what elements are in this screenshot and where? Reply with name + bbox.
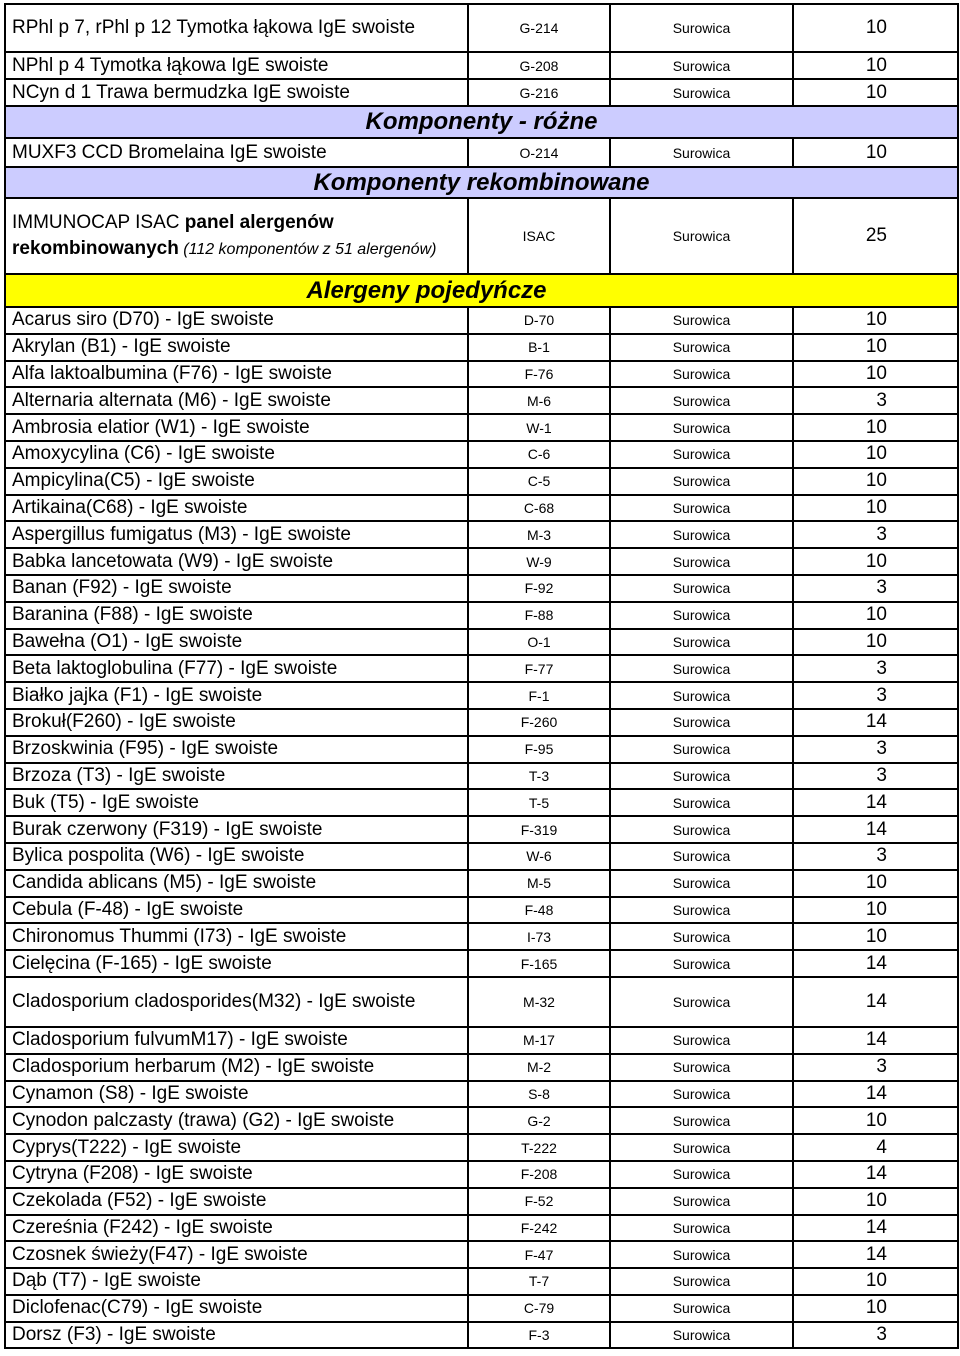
- test-name: Cyprys(T222) - IgE swoiste: [5, 1134, 468, 1161]
- table-row: [5, 843, 958, 870]
- turnaround-days: 3: [793, 575, 958, 602]
- test-name: MUXF3 CCD Bromelaina IgE swoiste: [5, 138, 468, 167]
- material: Surowica: [610, 897, 793, 924]
- test-code: F-48: [468, 897, 610, 924]
- test-code: F-95: [468, 736, 610, 763]
- test-name: Czosnek świeży(F47) - IgE swoiste: [5, 1241, 468, 1268]
- material: Surowica: [610, 655, 793, 682]
- test-code: F-242: [468, 1215, 610, 1242]
- table-row: [5, 441, 958, 468]
- test-name: Ampicylina(C5) - IgE swoiste: [5, 468, 468, 495]
- test-code: M-17: [468, 1027, 610, 1054]
- test-name: Dąb (T7) - IgE swoiste: [5, 1268, 468, 1295]
- section-title: Alergeny pojedyńcze: [5, 274, 958, 307]
- material: Surowica: [610, 575, 793, 602]
- turnaround-days: 10: [793, 52, 958, 79]
- test-name: Buk (T5) - IgE swoiste: [5, 789, 468, 816]
- test-code: F-319: [468, 816, 610, 843]
- material: Surowica: [610, 950, 793, 977]
- test-name: Czereśnia (F242) - IgE swoiste: [5, 1215, 468, 1242]
- table-row: [5, 1161, 958, 1188]
- turnaround-days: 10: [793, 495, 958, 522]
- section-title: Komponenty - różne: [5, 106, 958, 138]
- table-row: [5, 495, 958, 522]
- material: Surowica: [610, 1081, 793, 1108]
- turnaround-days: 14: [793, 709, 958, 736]
- test-name: Babka lancetowata (W9) - IgE swoiste: [5, 548, 468, 575]
- turnaround-days: 14: [793, 1081, 958, 1108]
- table-row: [5, 870, 958, 897]
- table-row: [5, 79, 958, 106]
- material: Surowica: [610, 468, 793, 495]
- test-code: G-216: [468, 79, 610, 106]
- test-name: Cynodon palczasty (trawa) (G2) - IgE swoiste: [5, 1107, 468, 1134]
- test-code: B-1: [468, 334, 610, 361]
- table-row: [5, 1134, 958, 1161]
- test-code: F-1: [468, 682, 610, 709]
- table-row: [5, 521, 958, 548]
- isac-name-italic: (112 komponentów z 51 alergenów): [178, 240, 437, 258]
- test-code: C-6: [468, 441, 610, 468]
- turnaround-days: 25: [793, 198, 958, 274]
- turnaround-days: 10: [793, 870, 958, 897]
- material: Surowica: [610, 923, 793, 950]
- test-name: Cytryna (F208) - IgE swoiste: [5, 1161, 468, 1188]
- turnaround-days: 10: [793, 79, 958, 106]
- test-code: I-73: [468, 923, 610, 950]
- material: Surowica: [610, 4, 793, 52]
- material: Surowica: [610, 387, 793, 414]
- test-code: D-70: [468, 307, 610, 334]
- test-name: Beta laktoglobulina (F77) - IgE swoiste: [5, 655, 468, 682]
- section-header-rozne: [5, 106, 958, 138]
- test-name: Acarus siro (D70) - IgE swoiste: [5, 307, 468, 334]
- test-name: Brzoza (T3) - IgE swoiste: [5, 763, 468, 790]
- table-row: [5, 1107, 958, 1134]
- material: Surowica: [610, 870, 793, 897]
- test-name: Bylica pospolita (W6) - IgE swoiste: [5, 843, 468, 870]
- turnaround-days: 14: [793, 1241, 958, 1268]
- test-code: O-214: [468, 138, 610, 167]
- test-name: Cladosporium cladosporides(M32) - IgE swoiste: [5, 977, 468, 1027]
- test-name: Chironomus Thummi (I73) - IgE swoiste: [5, 923, 468, 950]
- table-row: [5, 468, 958, 495]
- test-name: Cladosporium herbarum (M2) - IgE swoiste: [5, 1054, 468, 1081]
- table-row: [5, 1295, 958, 1322]
- test-code: M-32: [468, 977, 610, 1027]
- test-name: Artikaina(C68) - IgE swoiste: [5, 495, 468, 522]
- test-name: Cynamon (S8) - IgE swoiste: [5, 1081, 468, 1108]
- material: Surowica: [610, 361, 793, 388]
- test-code: F-52: [468, 1188, 610, 1215]
- test-code: C-79: [468, 1295, 610, 1322]
- test-code: G-214: [468, 4, 610, 52]
- turnaround-days: 10: [793, 1268, 958, 1295]
- table-row: [5, 1322, 958, 1349]
- section-header-pojedyncze: [5, 274, 958, 307]
- turnaround-days: 3: [793, 655, 958, 682]
- material: Surowica: [610, 736, 793, 763]
- material: Surowica: [610, 763, 793, 790]
- test-name: Banan (F92) - IgE swoiste: [5, 575, 468, 602]
- test-code: T-3: [468, 763, 610, 790]
- turnaround-days: 10: [793, 361, 958, 388]
- test-code: G-2: [468, 1107, 610, 1134]
- material: Surowica: [610, 1161, 793, 1188]
- turnaround-days: 10: [793, 897, 958, 924]
- turnaround-days: 14: [793, 1215, 958, 1242]
- turnaround-days: 10: [793, 548, 958, 575]
- material: Surowica: [610, 816, 793, 843]
- test-code: S-8: [468, 1081, 610, 1108]
- material: Surowica: [610, 1295, 793, 1322]
- test-name: Candida ablicans (M5) - IgE swoiste: [5, 870, 468, 897]
- table-row: [5, 709, 958, 736]
- test-name: Ambrosia elatior (W1) - IgE swoiste: [5, 414, 468, 441]
- table-row: [5, 1241, 958, 1268]
- test-name: Cladosporium fulvumM17) - IgE swoiste: [5, 1027, 468, 1054]
- table-row: [5, 1081, 958, 1108]
- material: Surowica: [610, 307, 793, 334]
- test-code: W-9: [468, 548, 610, 575]
- turnaround-days: 10: [793, 4, 958, 52]
- section-header-rekombinowane: [5, 167, 958, 198]
- material: Surowica: [610, 1241, 793, 1268]
- isac-name-part1: IMMUNOCAP ISAC: [12, 211, 185, 233]
- table-row: [5, 575, 958, 602]
- table-row: [5, 923, 958, 950]
- table-row: [5, 897, 958, 924]
- material: Surowica: [610, 709, 793, 736]
- table-row: [5, 138, 958, 167]
- test-code: F-165: [468, 950, 610, 977]
- material: Surowica: [610, 1107, 793, 1134]
- turnaround-days: 3: [793, 1054, 958, 1081]
- table-row: [5, 602, 958, 629]
- test-name: Amoxycylina (C6) - IgE swoiste: [5, 441, 468, 468]
- test-name: Aspergillus fumigatus (M3) - IgE swoiste: [5, 521, 468, 548]
- material: Surowica: [610, 1322, 793, 1349]
- table-row: [5, 977, 958, 1027]
- turnaround-days: 10: [793, 334, 958, 361]
- test-name: Bawełna (O1) - IgE swoiste: [5, 629, 468, 656]
- turnaround-days: 10: [793, 602, 958, 629]
- turnaround-days: 14: [793, 1027, 958, 1054]
- material: Surowica: [610, 521, 793, 548]
- table-row: [5, 950, 958, 977]
- material: Surowica: [610, 441, 793, 468]
- table-row: [5, 334, 958, 361]
- section-title: Komponenty rekombinowane: [5, 167, 958, 198]
- table-row: [5, 387, 958, 414]
- material: Surowica: [610, 977, 793, 1027]
- test-code: F-208: [468, 1161, 610, 1188]
- turnaround-days: 3: [793, 1322, 958, 1349]
- turnaround-days: 10: [793, 441, 958, 468]
- test-name: RPhl p 7, rPhl p 12 Tymotka łąkowa IgE swoiste: [5, 4, 468, 52]
- turnaround-days: 3: [793, 387, 958, 414]
- material: Surowica: [610, 1215, 793, 1242]
- allergen-table: [4, 3, 959, 1349]
- table-row: [5, 763, 958, 790]
- table-row: [5, 1268, 958, 1295]
- turnaround-days: 10: [793, 1107, 958, 1134]
- test-code: T-222: [468, 1134, 610, 1161]
- turnaround-days: 3: [793, 763, 958, 790]
- test-name: Czekolada (F52) - IgE swoiste: [5, 1188, 468, 1215]
- table-row: [5, 4, 958, 52]
- material: Surowica: [610, 79, 793, 106]
- test-code: M-2: [468, 1054, 610, 1081]
- test-code: M-3: [468, 521, 610, 548]
- test-code: O-1: [468, 629, 610, 656]
- test-name: Brokuł(F260) - IgE swoiste: [5, 709, 468, 736]
- test-code: M-6: [468, 387, 610, 414]
- material: Surowica: [610, 1054, 793, 1081]
- test-name: [5, 198, 468, 274]
- material: Surowica: [610, 629, 793, 656]
- turnaround-days: 3: [793, 521, 958, 548]
- table-row-isac: [5, 198, 958, 274]
- table-row: [5, 816, 958, 843]
- test-code: F-88: [468, 602, 610, 629]
- isac-name-bold: panel alergenów rekombinowanych: [12, 211, 334, 259]
- turnaround-days: 14: [793, 1161, 958, 1188]
- turnaround-days: 3: [793, 843, 958, 870]
- test-code: C-5: [468, 468, 610, 495]
- turnaround-days: 10: [793, 414, 958, 441]
- turnaround-days: 14: [793, 950, 958, 977]
- table-row: [5, 629, 958, 656]
- material: Surowica: [610, 334, 793, 361]
- test-name: Alternaria alternata (M6) - IgE swoiste: [5, 387, 468, 414]
- test-name: Akrylan (B1) - IgE swoiste: [5, 334, 468, 361]
- test-name: Cielęcina (F-165) - IgE swoiste: [5, 950, 468, 977]
- table-row: [5, 736, 958, 763]
- test-name: Baranina (F88) - IgE swoiste: [5, 602, 468, 629]
- table-row: [5, 361, 958, 388]
- material: Surowica: [610, 1134, 793, 1161]
- test-name: Brzoskwinia (F95) - IgE swoiste: [5, 736, 468, 763]
- table-row: [5, 307, 958, 334]
- turnaround-days: 14: [793, 816, 958, 843]
- test-code: F-260: [468, 709, 610, 736]
- material: Surowica: [610, 682, 793, 709]
- turnaround-days: 10: [793, 1295, 958, 1322]
- test-code: G-208: [468, 52, 610, 79]
- turnaround-days: 10: [793, 923, 958, 950]
- table-row: [5, 1215, 958, 1242]
- turnaround-days: 3: [793, 682, 958, 709]
- material: Surowica: [610, 1188, 793, 1215]
- turnaround-days: 10: [793, 138, 958, 167]
- test-code: F-76: [468, 361, 610, 388]
- table-row: [5, 789, 958, 816]
- table-row: [5, 1054, 958, 1081]
- test-code: F-92: [468, 575, 610, 602]
- material: Surowica: [610, 52, 793, 79]
- material: Surowica: [610, 138, 793, 167]
- material: Surowica: [610, 198, 793, 274]
- material: Surowica: [610, 843, 793, 870]
- material: Surowica: [610, 1268, 793, 1295]
- test-name: Białko jajka (F1) - IgE swoiste: [5, 682, 468, 709]
- material: Surowica: [610, 789, 793, 816]
- test-name: Cebula (F-48) - IgE swoiste: [5, 897, 468, 924]
- turnaround-days: 14: [793, 977, 958, 1027]
- test-name: Alfa laktoalbumina (F76) - IgE swoiste: [5, 361, 468, 388]
- test-code: M-5: [468, 870, 610, 897]
- test-code: W-6: [468, 843, 610, 870]
- turnaround-days: 10: [793, 629, 958, 656]
- table-row: [5, 1027, 958, 1054]
- test-name: Dorsz (F3) - IgE swoiste: [5, 1322, 468, 1349]
- test-code: T-7: [468, 1268, 610, 1295]
- test-code: C-68: [468, 495, 610, 522]
- material: Surowica: [610, 602, 793, 629]
- table-row: [5, 52, 958, 79]
- test-name: NCyn d 1 Trawa bermudzka IgE swoiste: [5, 79, 468, 106]
- turnaround-days: 10: [793, 307, 958, 334]
- test-name: NPhl p 4 Tymotka łąkowa IgE swoiste: [5, 52, 468, 79]
- turnaround-days: 10: [793, 468, 958, 495]
- material: Surowica: [610, 495, 793, 522]
- table-row: [5, 548, 958, 575]
- table-row: [5, 682, 958, 709]
- test-code: ISAC: [468, 198, 610, 274]
- test-code: W-1: [468, 414, 610, 441]
- turnaround-days: 4: [793, 1134, 958, 1161]
- test-code: F-3: [468, 1322, 610, 1349]
- material: Surowica: [610, 1027, 793, 1054]
- test-code: T-5: [468, 789, 610, 816]
- material: Surowica: [610, 548, 793, 575]
- turnaround-days: 3: [793, 736, 958, 763]
- turnaround-days: 10: [793, 1188, 958, 1215]
- table-row: [5, 1188, 958, 1215]
- test-code: F-47: [468, 1241, 610, 1268]
- test-name: Burak czerwony (F319) - IgE swoiste: [5, 816, 468, 843]
- table-row: [5, 655, 958, 682]
- turnaround-days: 14: [793, 789, 958, 816]
- test-name: Diclofenac(C79) - IgE swoiste: [5, 1295, 468, 1322]
- material: Surowica: [610, 414, 793, 441]
- table-row: [5, 414, 958, 441]
- test-code: F-77: [468, 655, 610, 682]
